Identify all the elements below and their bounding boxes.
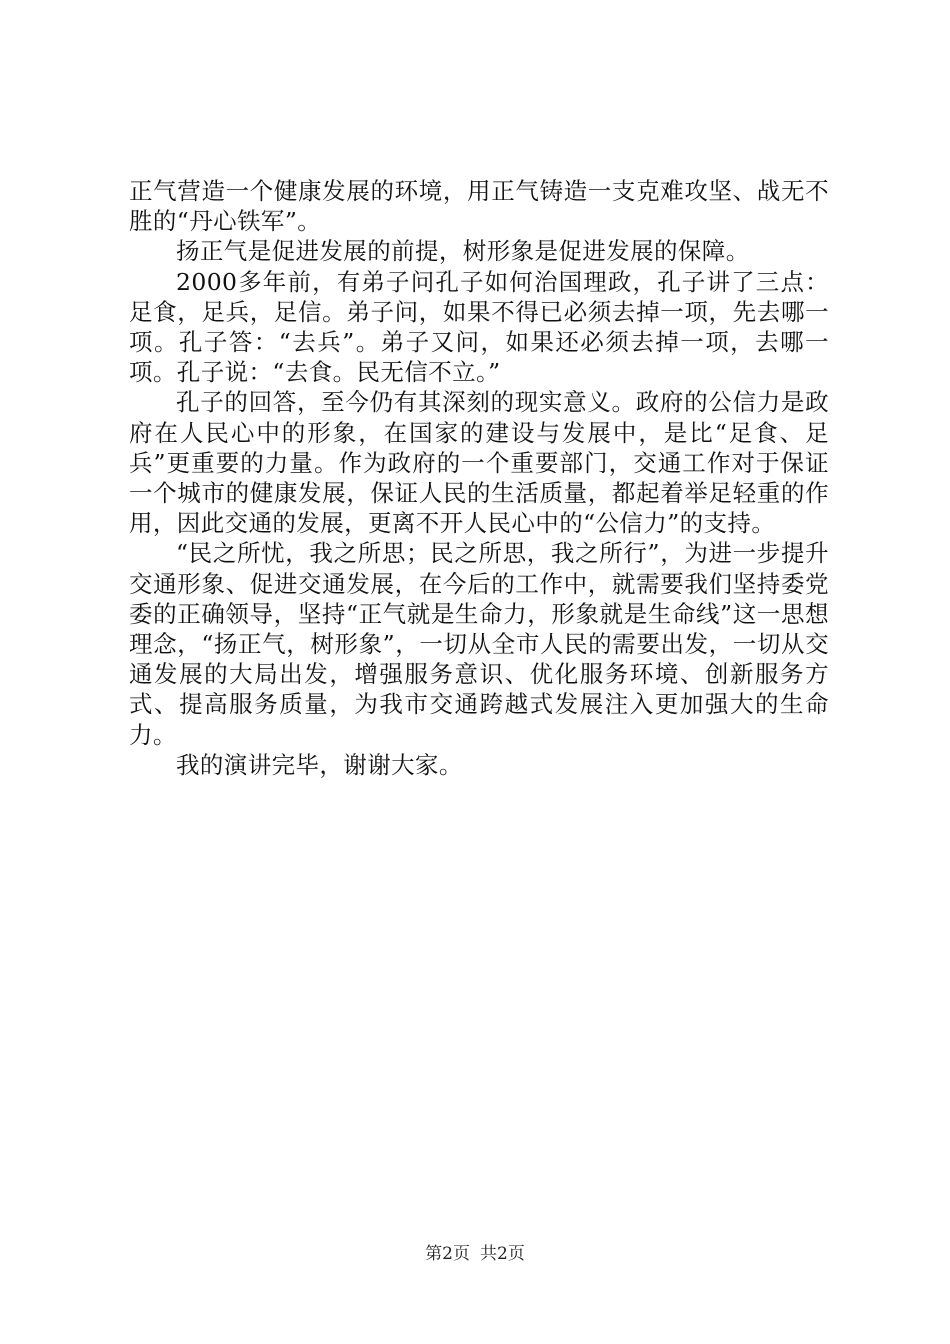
paragraph-4: 孔子的回答，至今仍有其深刻的现实意义。政府的公信力是政府在人民心中的形象，在国家的建设与发展中，是比“足食、足兵”更重要的力量。作为政府的一个重要部门，交通工作对于保证一个城市的健康发展，保证人民的生活质量，都起着举足轻重的作用，因此交通的发展，更离不开人民心中的“公信力”的支持。 <box>129 388 829 538</box>
paragraph-3: 2000多年前，有弟子问孔子如何治国理政，孔子讲了三点：足食，足兵，足信。弟子问，如果不得已必须去掉一项，先去哪一项。孔子答：“去兵”。弟子又问，如果还必须去掉一项，去哪一项。孔子说：“去食。民无信不立。” <box>129 267 829 387</box>
paragraph-5: “民之所忧，我之所思；民之所思，我之所行”，为进一步提升交通形象、促进交通发展，在今后的工作中，就需要我们坚持委党委的正确领导，坚持“正气就是生命力，形象就是生命线”这一思想理念，“扬正气，树形象”，一切从全市人民的需要出发，一切从交通发展的大局出发，增强服务意识、优化服务环境、创新服务方式、提高服务质量，为我市交通跨越式发展注入更加强大的生命力。 <box>129 539 829 749</box>
paragraph-6: 我的演讲完毕，谢谢大家。 <box>176 750 463 779</box>
page-footer <box>0 1243 950 1265</box>
document-body <box>129 176 829 780</box>
page-total: 共2页 <box>480 1244 525 1264</box>
paragraph-2: 扬正气是促进发展的前提，树形象是促进发展的保障。 <box>176 237 750 266</box>
paragraph-1: 正气营造一个健康发展的环境，用正气铸造一支克难攻坚、战无不胜的“丹心铁军”。 <box>129 177 829 236</box>
page-number: 第2页 <box>425 1244 470 1264</box>
